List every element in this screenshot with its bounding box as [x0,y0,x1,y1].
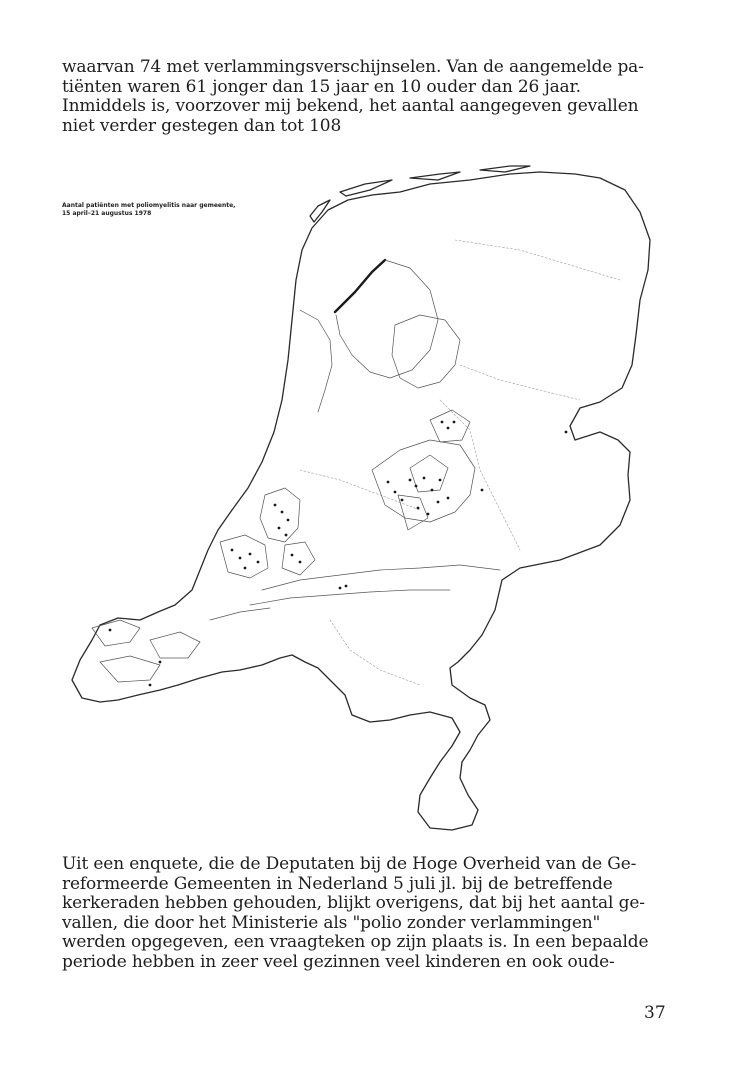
river-line [250,590,450,605]
caption-line: 15 april–21 augustus 1978 [62,210,152,217]
case-dots [109,421,568,687]
flevoland-outline [392,315,460,388]
top-paragraph [62,58,670,136]
country-outline [72,172,650,830]
river-line [210,608,270,620]
text-line: Uit een enquete, die de Deputaten bij de Hoge Overheid van de Ge- [62,854,637,874]
zeeland-island [150,632,200,658]
province-boundary [460,365,580,400]
river-line [262,565,500,590]
caption-line: Aantal patiënten met poliomyelitis naar gemeente, [62,202,236,209]
text-line: waarvan 74 met verlammingsverschijnselen. Van de aangemelde pa- [62,57,644,77]
zeeland-island [100,656,160,682]
text-line: Inmiddels is, voorzover mij bekend, het aantal aangegeven gevallen [62,96,639,116]
province-boundary [440,400,520,550]
bottom-paragraph [62,855,670,972]
municipality-cluster [430,410,470,442]
text-line: reformeerde Gemeenten in Nederland 5 juli jl. bij de betreffende [62,873,613,894]
text-line: werden opgegeven, een vraagteken op zijn plaats is. In een bepaalde [62,932,649,952]
municipality-cluster [260,488,300,542]
netherlands-polio-map [0,150,738,840]
zeeland-island [92,620,140,646]
noordholland-shore [300,310,332,412]
ijsselmeer-shore [336,260,438,378]
text-line: tiënten waren 61 jonger dan 15 jaar en 10 ouder dan 26 jaar. [62,76,581,97]
text-line: periode hebben in zeer veel gezinnen veel kinderen en ook oude- [62,951,615,972]
province-boundary [455,240,620,280]
afsluitdijk [335,260,385,312]
wadden-island [410,172,460,180]
municipality-cluster [220,535,268,578]
text-line: niet verder gestegen dan tot 108 [62,115,342,136]
text-line: kerkeraden hebben gehouden, blijkt overigens, dat bij het aantal ge- [62,893,645,913]
text-line: vallen, die door het Ministerie als "polio zonder verlammingen" [62,912,601,933]
municipality-cluster [282,542,315,575]
page-number: 37 [644,1003,666,1023]
wadden-island [480,166,530,172]
province-boundary [330,620,420,685]
province-boundary [300,470,420,510]
